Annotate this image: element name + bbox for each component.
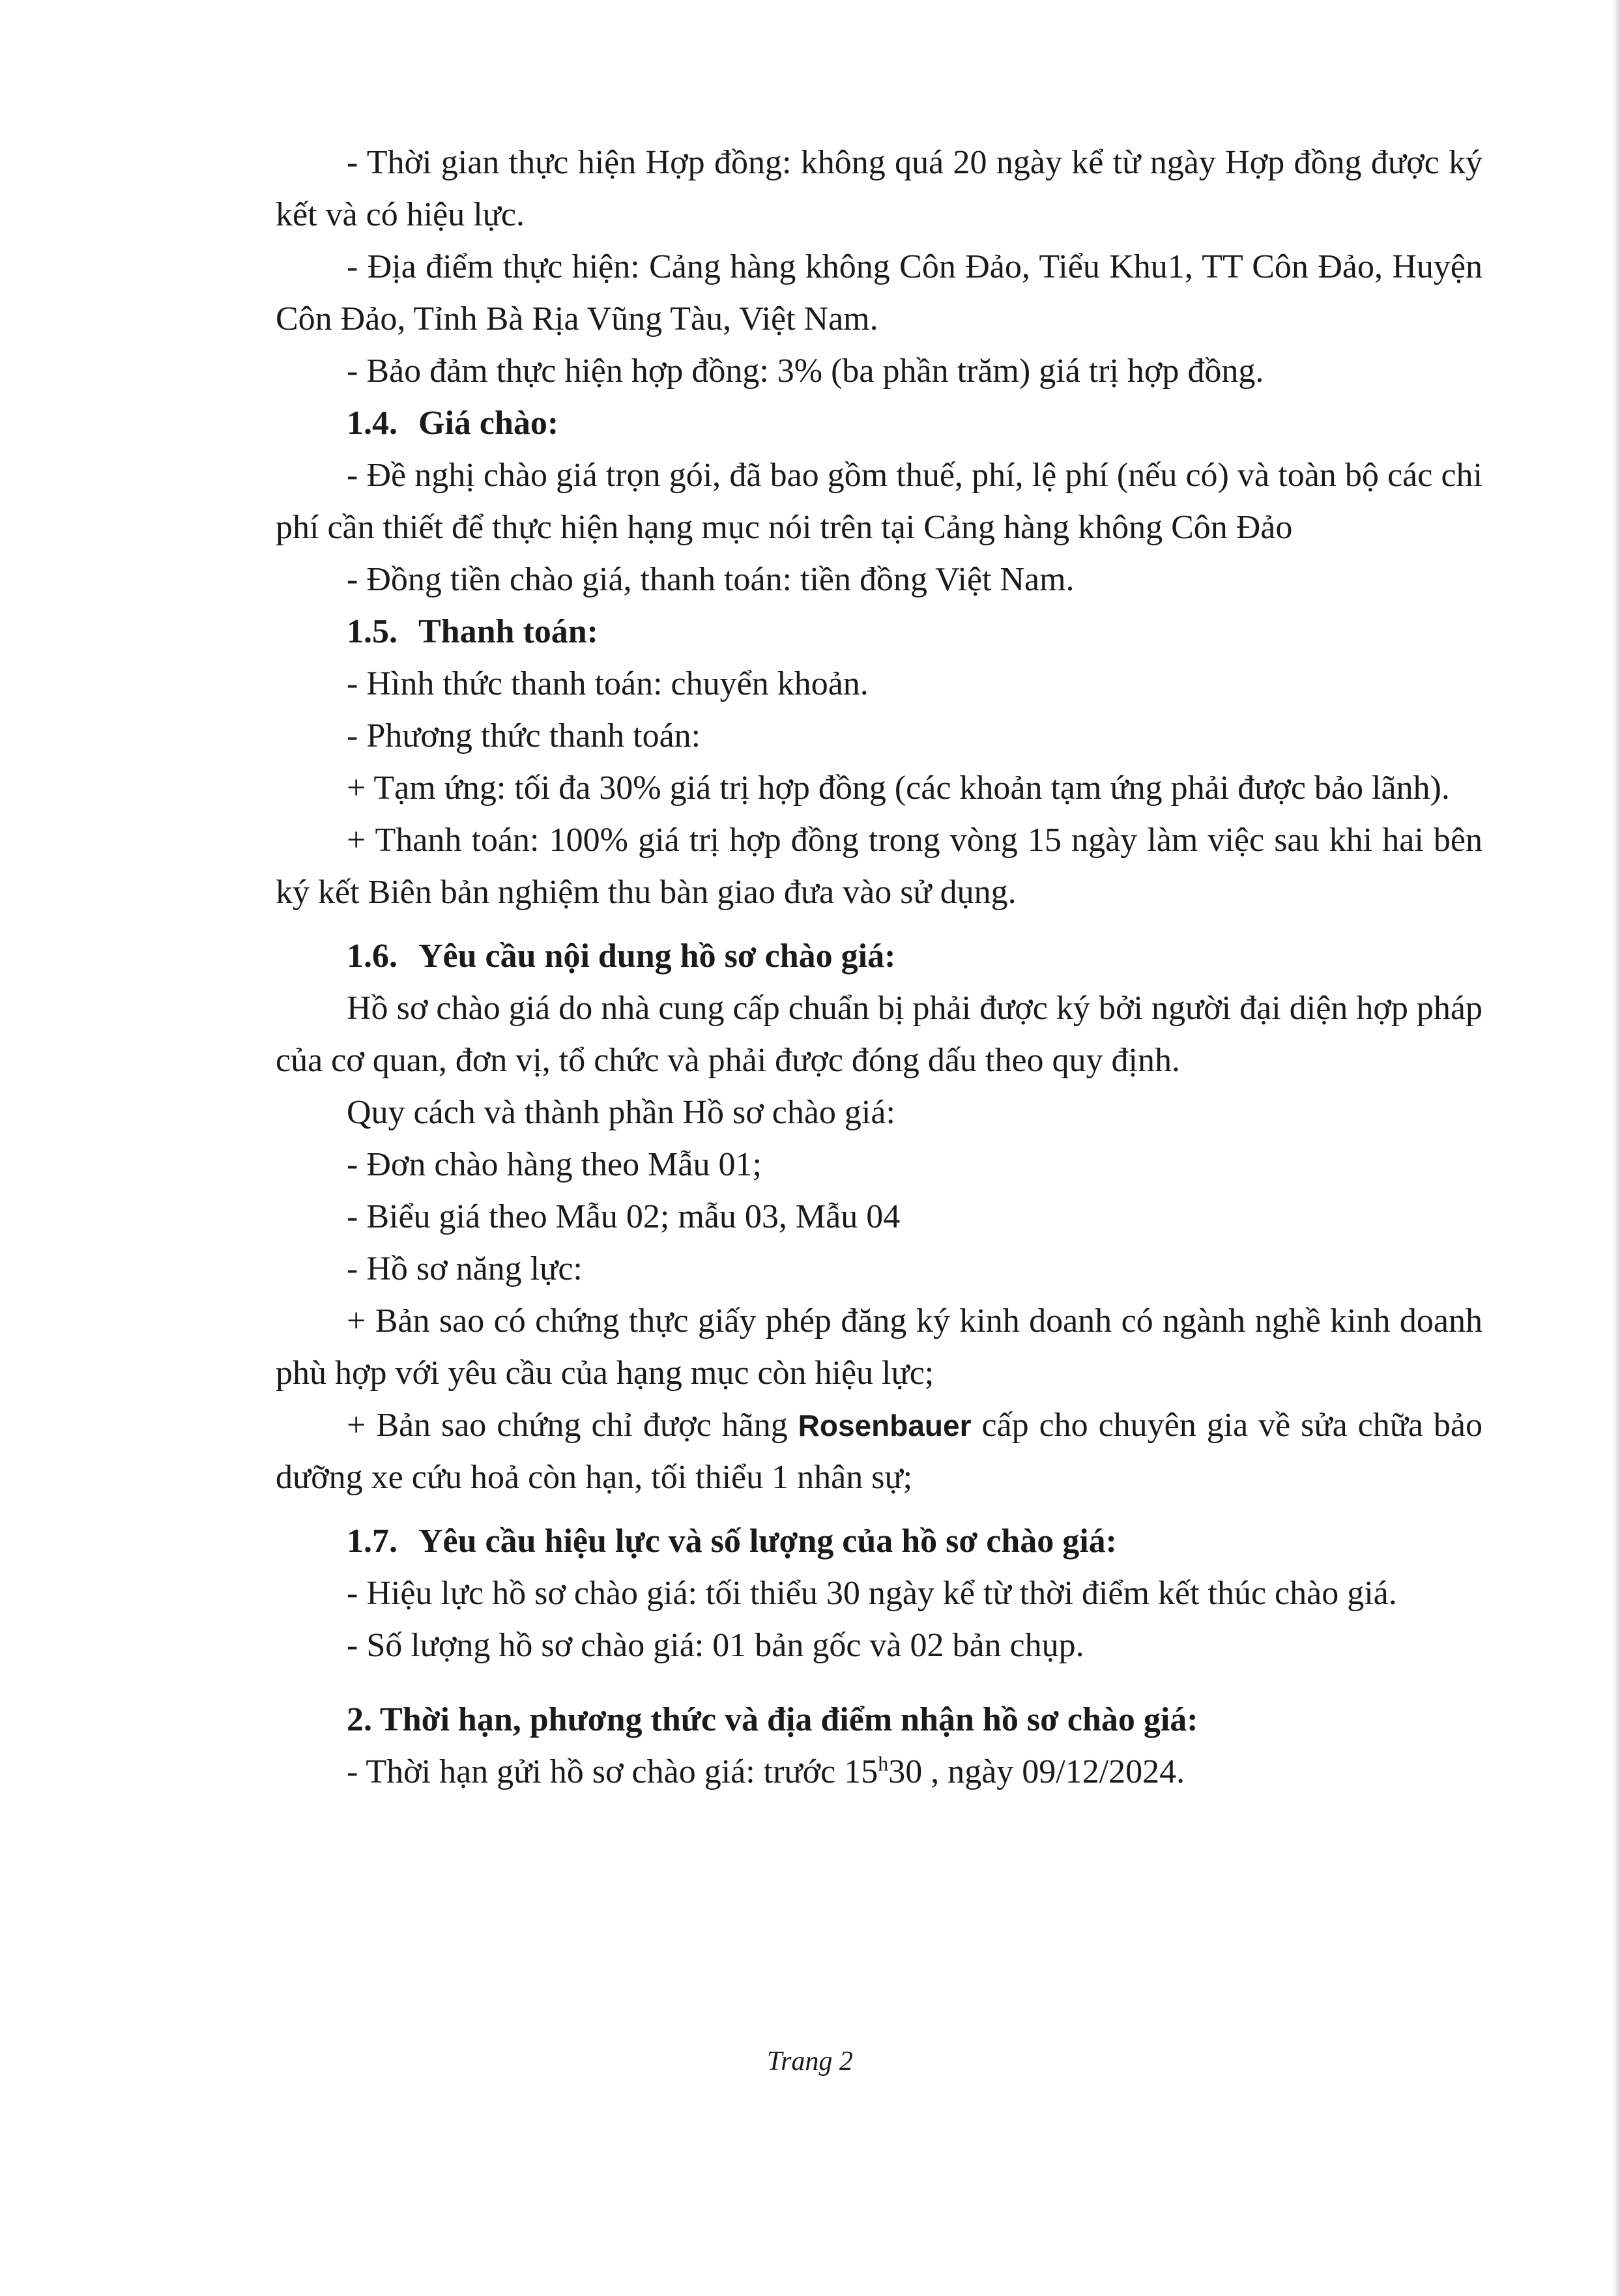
paragraph-certificate — [276, 1399, 1483, 1504]
paragraph-payment-method: - Phương thức thanh toán: — [347, 717, 701, 754]
heading-number: 1.5. — [347, 613, 398, 650]
page-number: Trang 2 — [767, 2046, 853, 2076]
paragraph-performance-guarantee: - Bảo đảm thực hiện hợp đồng: 3% (ba phần trăm) giá trị hợp đồng. — [347, 352, 1264, 390]
paragraph-advance-payment: + Tạm ứng: tối đa 30% giá trị hợp đồng (các khoản tạm ứng phải được bảo lãnh). — [347, 769, 1450, 807]
paragraph-contract-duration: - Thời gian thực hiện Hợp đồng: không quá 20 ngày kể từ ngày Hợp đồng được ký kết và có hiệu lực. — [276, 144, 1483, 233]
heading-number: 1.4. — [347, 405, 398, 442]
heading-title: Yêu cầu nội dung hồ sơ chào giá: — [418, 938, 896, 975]
paragraph-payment-form: - Hình thức thanh toán: chuyển khoản. — [347, 665, 869, 702]
heading-1-7 — [276, 1515, 1483, 1568]
deadline-text: - Thời hạn gửi hồ sơ chào giá: trước 15 — [347, 1753, 878, 1790]
heading-number: 1.6. — [347, 938, 398, 975]
paragraph-deadline — [276, 1746, 1483, 1798]
heading-title: Giá chào: — [418, 405, 559, 442]
heading-title: Thanh toán: — [418, 613, 598, 650]
paragraph-offer-signing: Hồ sơ chào giá do nhà cung cấp chuẩn bị phải được ký bởi người đại diện hợp pháp của cơ quan, đơn vị, tổ chức và phải được đóng dấu theo quy định. — [276, 990, 1483, 1079]
hour-superscript: h — [878, 1751, 889, 1775]
certificate-text-start: + Bản sao chứng chỉ được hãng — [347, 1407, 798, 1444]
heading-1-4 — [276, 397, 1483, 450]
document-body — [276, 137, 1483, 1798]
paragraph-business-license: + Bản sao có chứng thực giấy phép đăng ký kinh doanh có ngành nghề kinh doanh phù hợp với yêu cầu của hạng mục còn hiệu lực; — [276, 1302, 1483, 1392]
paragraph-offer-validity: - Hiệu lực hồ sơ chào giá: tối thiểu 30 ngày kể từ thời điểm kết thúc chào giá. — [347, 1575, 1397, 1612]
paragraph-price-forms: - Biểu giá theo Mẫu 02; mẫu 03, Mẫu 04 — [347, 1198, 901, 1235]
paragraph-lump-sum-offer: - Đề nghị chào giá trọn gói, đã bao gồm thuế, phí, lệ phí (nếu có) và toàn bộ các chi phí cần thiết để thực hiện hạng mục nói trên tại Cảng hàng không Côn Đảo — [276, 457, 1483, 546]
paragraph-offer-copies: - Số lượng hồ sơ chào giá: 01 bản gốc và 02 bản chụp. — [347, 1627, 1084, 1664]
deadline-date: 30 , ngày 09/12/2024. — [888, 1753, 1185, 1790]
heading-title: Yêu cầu hiệu lực và số lượng của hồ sơ chào giá: — [418, 1523, 1117, 1560]
paragraph-form-01: - Đơn chào hàng theo Mẫu 01; — [347, 1146, 762, 1183]
paragraph-currency: - Đồng tiền chào giá, thanh toán: tiền đồng Việt Nam. — [347, 561, 1075, 598]
page-edge-shadow — [1612, 0, 1620, 2296]
heading-1-5 — [276, 606, 1483, 658]
heading-1-6 — [276, 930, 1483, 983]
certificate-text-end: cấp cho chuyên gia về sửa chữa bảo dưỡng xe cứu hoả còn hạn, tối thiểu 1 nhân sự; — [276, 1407, 1483, 1496]
paragraph-location: - Địa điểm thực hiện: Cảng hàng không Côn Đảo, Tiểu Khu1, TT Côn Đảo, Huyện Côn Đảo, Tỉnh Bà Rịa Vũng Tàu, Việt Nam. — [276, 248, 1483, 337]
brand-name: Rosenbauer — [798, 1409, 972, 1442]
paragraph-capability-docs: - Hồ sơ năng lực: — [347, 1250, 583, 1287]
heading-2: 2. Thời hạn, phương thức và địa điểm nhận hồ sơ chào giá: — [347, 1701, 1198, 1738]
paragraph-full-payment: + Thanh toán: 100% giá trị hợp đồng trong vòng 15 ngày làm việc sau khi hai bên ký kết Biên bản nghiệm thu bàn giao đưa vào sử dụng. — [276, 822, 1483, 911]
heading-number: 1.7. — [347, 1523, 398, 1560]
paragraph-offer-composition: Quy cách và thành phần Hồ sơ chào giá: — [347, 1094, 895, 1131]
